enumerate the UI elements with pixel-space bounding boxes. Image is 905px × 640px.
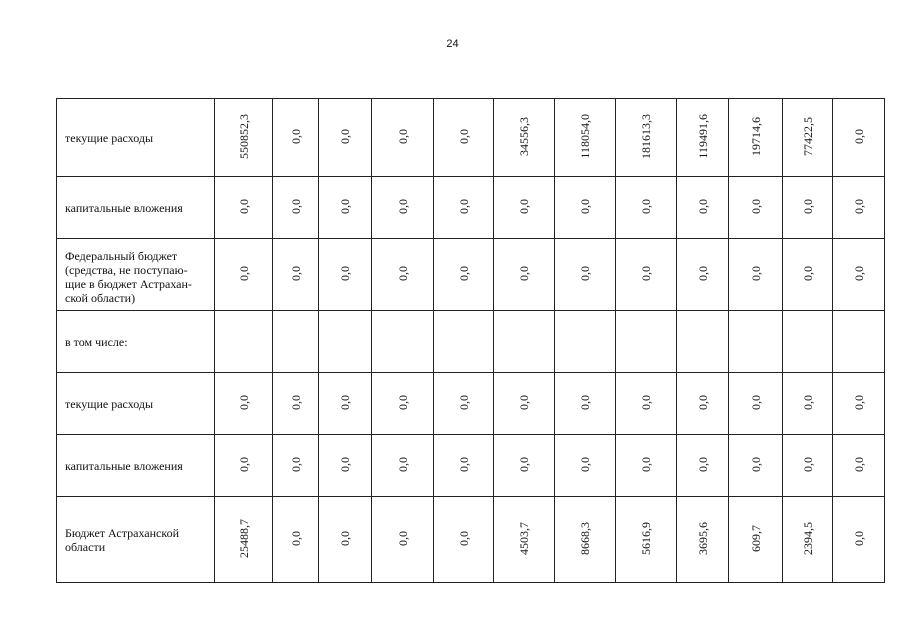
cell-value: 25488,7 (236, 518, 251, 558)
cell-value: 0,0 (748, 265, 763, 281)
value-cell (833, 497, 885, 583)
value-cell (616, 497, 677, 583)
cell-value: 181613,3 (639, 113, 653, 159)
value-cell (494, 99, 555, 177)
value-cell (783, 373, 833, 435)
value-cell (783, 435, 833, 497)
value-cell (677, 435, 729, 497)
value-cell (319, 311, 372, 373)
cell-value: 0,0 (800, 198, 815, 214)
cell-value: 8668,3 (578, 521, 592, 555)
table-row (57, 177, 885, 239)
value-cell (833, 373, 885, 435)
cell-value: 0,0 (236, 198, 251, 214)
cell-value: 0,0 (578, 456, 592, 472)
cell-value: 609,7 (748, 524, 763, 552)
cell-value: 0,0 (851, 198, 866, 214)
value-cell (372, 435, 434, 497)
value-cell (729, 239, 783, 311)
cell-value: 0,0 (456, 456, 471, 472)
value-cell (783, 177, 833, 239)
cell-value: 0,0 (695, 198, 710, 214)
table-body (57, 99, 885, 583)
table-row (57, 497, 885, 583)
value-cell (372, 497, 434, 583)
cell-value: 0,0 (517, 198, 531, 214)
value-cell (494, 373, 555, 435)
value-cell (319, 239, 372, 311)
value-cell (616, 99, 677, 177)
cell-value: 0,0 (800, 456, 815, 472)
cell-value: 0,0 (395, 198, 410, 214)
value-cell (783, 239, 833, 311)
value-cell (616, 239, 677, 311)
cell-value: 19714,6 (748, 116, 763, 156)
value-cell (215, 373, 273, 435)
value-cell (494, 239, 555, 311)
value-cell (555, 497, 616, 583)
value-cell (555, 99, 616, 177)
value-cell (783, 311, 833, 373)
cell-value: 0,0 (338, 456, 352, 472)
cell-value: 0,0 (288, 128, 303, 144)
cell-value: 0,0 (851, 456, 866, 472)
table-row (57, 239, 885, 311)
value-cell (494, 177, 555, 239)
value-cell (677, 373, 729, 435)
cell-value: 4503,7 (517, 521, 531, 555)
value-cell (616, 373, 677, 435)
value-cell (273, 99, 319, 177)
cell-value: 0,0 (456, 394, 471, 410)
value-cell (677, 239, 729, 311)
table-row (57, 311, 885, 373)
table-row (57, 435, 885, 497)
value-cell (215, 99, 273, 177)
value-cell (434, 177, 494, 239)
cell-value: 0,0 (578, 265, 592, 281)
value-cell (273, 373, 319, 435)
cell-value: 0,0 (695, 394, 710, 410)
value-cell (372, 373, 434, 435)
value-cell (372, 239, 434, 311)
row-label: Бюджет Астраханской области (57, 497, 215, 583)
page-number: 24 (446, 38, 459, 50)
row-label: Федеральный бюджет (средства, не поступаю-щие в бюджет Астрахан-ской области) (57, 239, 215, 311)
value-cell (273, 497, 319, 583)
value-cell (215, 497, 273, 583)
value-cell (555, 239, 616, 311)
value-cell (783, 497, 833, 583)
cell-value: 0,0 (578, 394, 592, 410)
value-cell (319, 497, 372, 583)
cell-value: 0,0 (395, 128, 410, 144)
row-label: текущие расходы (57, 373, 215, 435)
cell-value: 0,0 (456, 265, 471, 281)
value-cell (273, 311, 319, 373)
value-cell (215, 311, 273, 373)
cell-value: 0,0 (288, 394, 303, 410)
value-cell (273, 239, 319, 311)
value-cell (319, 373, 372, 435)
cell-value: 550852,3 (236, 113, 251, 159)
cell-value: 0,0 (456, 128, 471, 144)
cell-value: 0,0 (639, 456, 653, 472)
cell-value: 0,0 (517, 265, 531, 281)
cell-value: 0,0 (695, 265, 710, 281)
cell-value: 0,0 (288, 265, 303, 281)
value-cell (494, 311, 555, 373)
value-cell (833, 99, 885, 177)
row-label: капитальные вложения (57, 177, 215, 239)
value-cell (273, 435, 319, 497)
value-cell (434, 497, 494, 583)
cell-value: 0,0 (800, 265, 815, 281)
value-cell (555, 311, 616, 373)
cell-value: 0,0 (395, 394, 410, 410)
value-cell (494, 497, 555, 583)
value-cell (215, 239, 273, 311)
value-cell (729, 177, 783, 239)
cell-value: 0,0 (639, 265, 653, 281)
value-cell (372, 311, 434, 373)
cell-value: 77422,5 (800, 116, 815, 156)
value-cell (833, 435, 885, 497)
value-cell (555, 435, 616, 497)
value-cell (434, 311, 494, 373)
budget-table (56, 98, 885, 583)
value-cell (677, 497, 729, 583)
cell-value: 0,0 (456, 530, 471, 546)
cell-value: 0,0 (639, 198, 653, 214)
value-cell (319, 435, 372, 497)
cell-value: 0,0 (338, 198, 352, 214)
value-cell (434, 99, 494, 177)
cell-value: 0,0 (851, 265, 866, 281)
value-cell (616, 435, 677, 497)
cell-value: 0,0 (695, 456, 710, 472)
cell-value: 0,0 (578, 198, 592, 214)
cell-value: 0,0 (748, 394, 763, 410)
cell-value: 119491,6 (695, 113, 710, 159)
cell-value: 0,0 (338, 265, 352, 281)
value-cell (833, 239, 885, 311)
cell-value: 118054,0 (578, 113, 592, 159)
value-cell (215, 435, 273, 497)
value-cell (372, 177, 434, 239)
value-cell (833, 311, 885, 373)
value-cell (555, 177, 616, 239)
value-cell (273, 177, 319, 239)
cell-value: 0,0 (748, 456, 763, 472)
value-cell (729, 311, 783, 373)
cell-value: 0,0 (236, 394, 251, 410)
row-label: в том числе: (57, 311, 215, 373)
cell-value: 0,0 (288, 530, 303, 546)
value-cell (677, 99, 729, 177)
value-cell (319, 177, 372, 239)
cell-value: 0,0 (517, 394, 531, 410)
cell-value: 0,0 (800, 394, 815, 410)
cell-value: 0,0 (851, 530, 866, 546)
value-cell (616, 177, 677, 239)
cell-value: 5616,9 (639, 521, 653, 555)
value-cell (215, 177, 273, 239)
cell-value: 0,0 (851, 128, 866, 144)
value-cell (677, 311, 729, 373)
cell-value: 0,0 (639, 394, 653, 410)
cell-value: 0,0 (288, 198, 303, 214)
value-cell (729, 373, 783, 435)
cell-value: 0,0 (338, 128, 352, 144)
cell-value: 0,0 (748, 198, 763, 214)
value-cell (783, 99, 833, 177)
cell-value: 34556,3 (517, 116, 531, 156)
cell-value: 0,0 (236, 456, 251, 472)
table-row (57, 99, 885, 177)
cell-value: 0,0 (236, 265, 251, 281)
value-cell (729, 99, 783, 177)
cell-value: 0,0 (395, 265, 410, 281)
cell-value: 0,0 (395, 530, 410, 546)
value-cell (729, 435, 783, 497)
cell-value: 0,0 (395, 456, 410, 472)
value-cell (372, 99, 434, 177)
value-cell (833, 177, 885, 239)
value-cell (677, 177, 729, 239)
value-cell (434, 239, 494, 311)
cell-value: 0,0 (851, 394, 866, 410)
value-cell (555, 373, 616, 435)
value-cell (434, 373, 494, 435)
cell-value: 0,0 (456, 198, 471, 214)
cell-value: 2394,5 (800, 521, 815, 555)
value-cell (434, 435, 494, 497)
value-cell (729, 497, 783, 583)
cell-value: 0,0 (338, 394, 352, 410)
cell-value: 0,0 (517, 456, 531, 472)
cell-value: 0,0 (288, 456, 303, 472)
row-label: текущие расходы (57, 99, 215, 177)
value-cell (616, 311, 677, 373)
row-label: капитальные вложения (57, 435, 215, 497)
cell-value: 0,0 (338, 530, 352, 546)
cell-value: 3695,6 (695, 521, 710, 555)
table-row (57, 373, 885, 435)
value-cell (494, 435, 555, 497)
value-cell (319, 99, 372, 177)
